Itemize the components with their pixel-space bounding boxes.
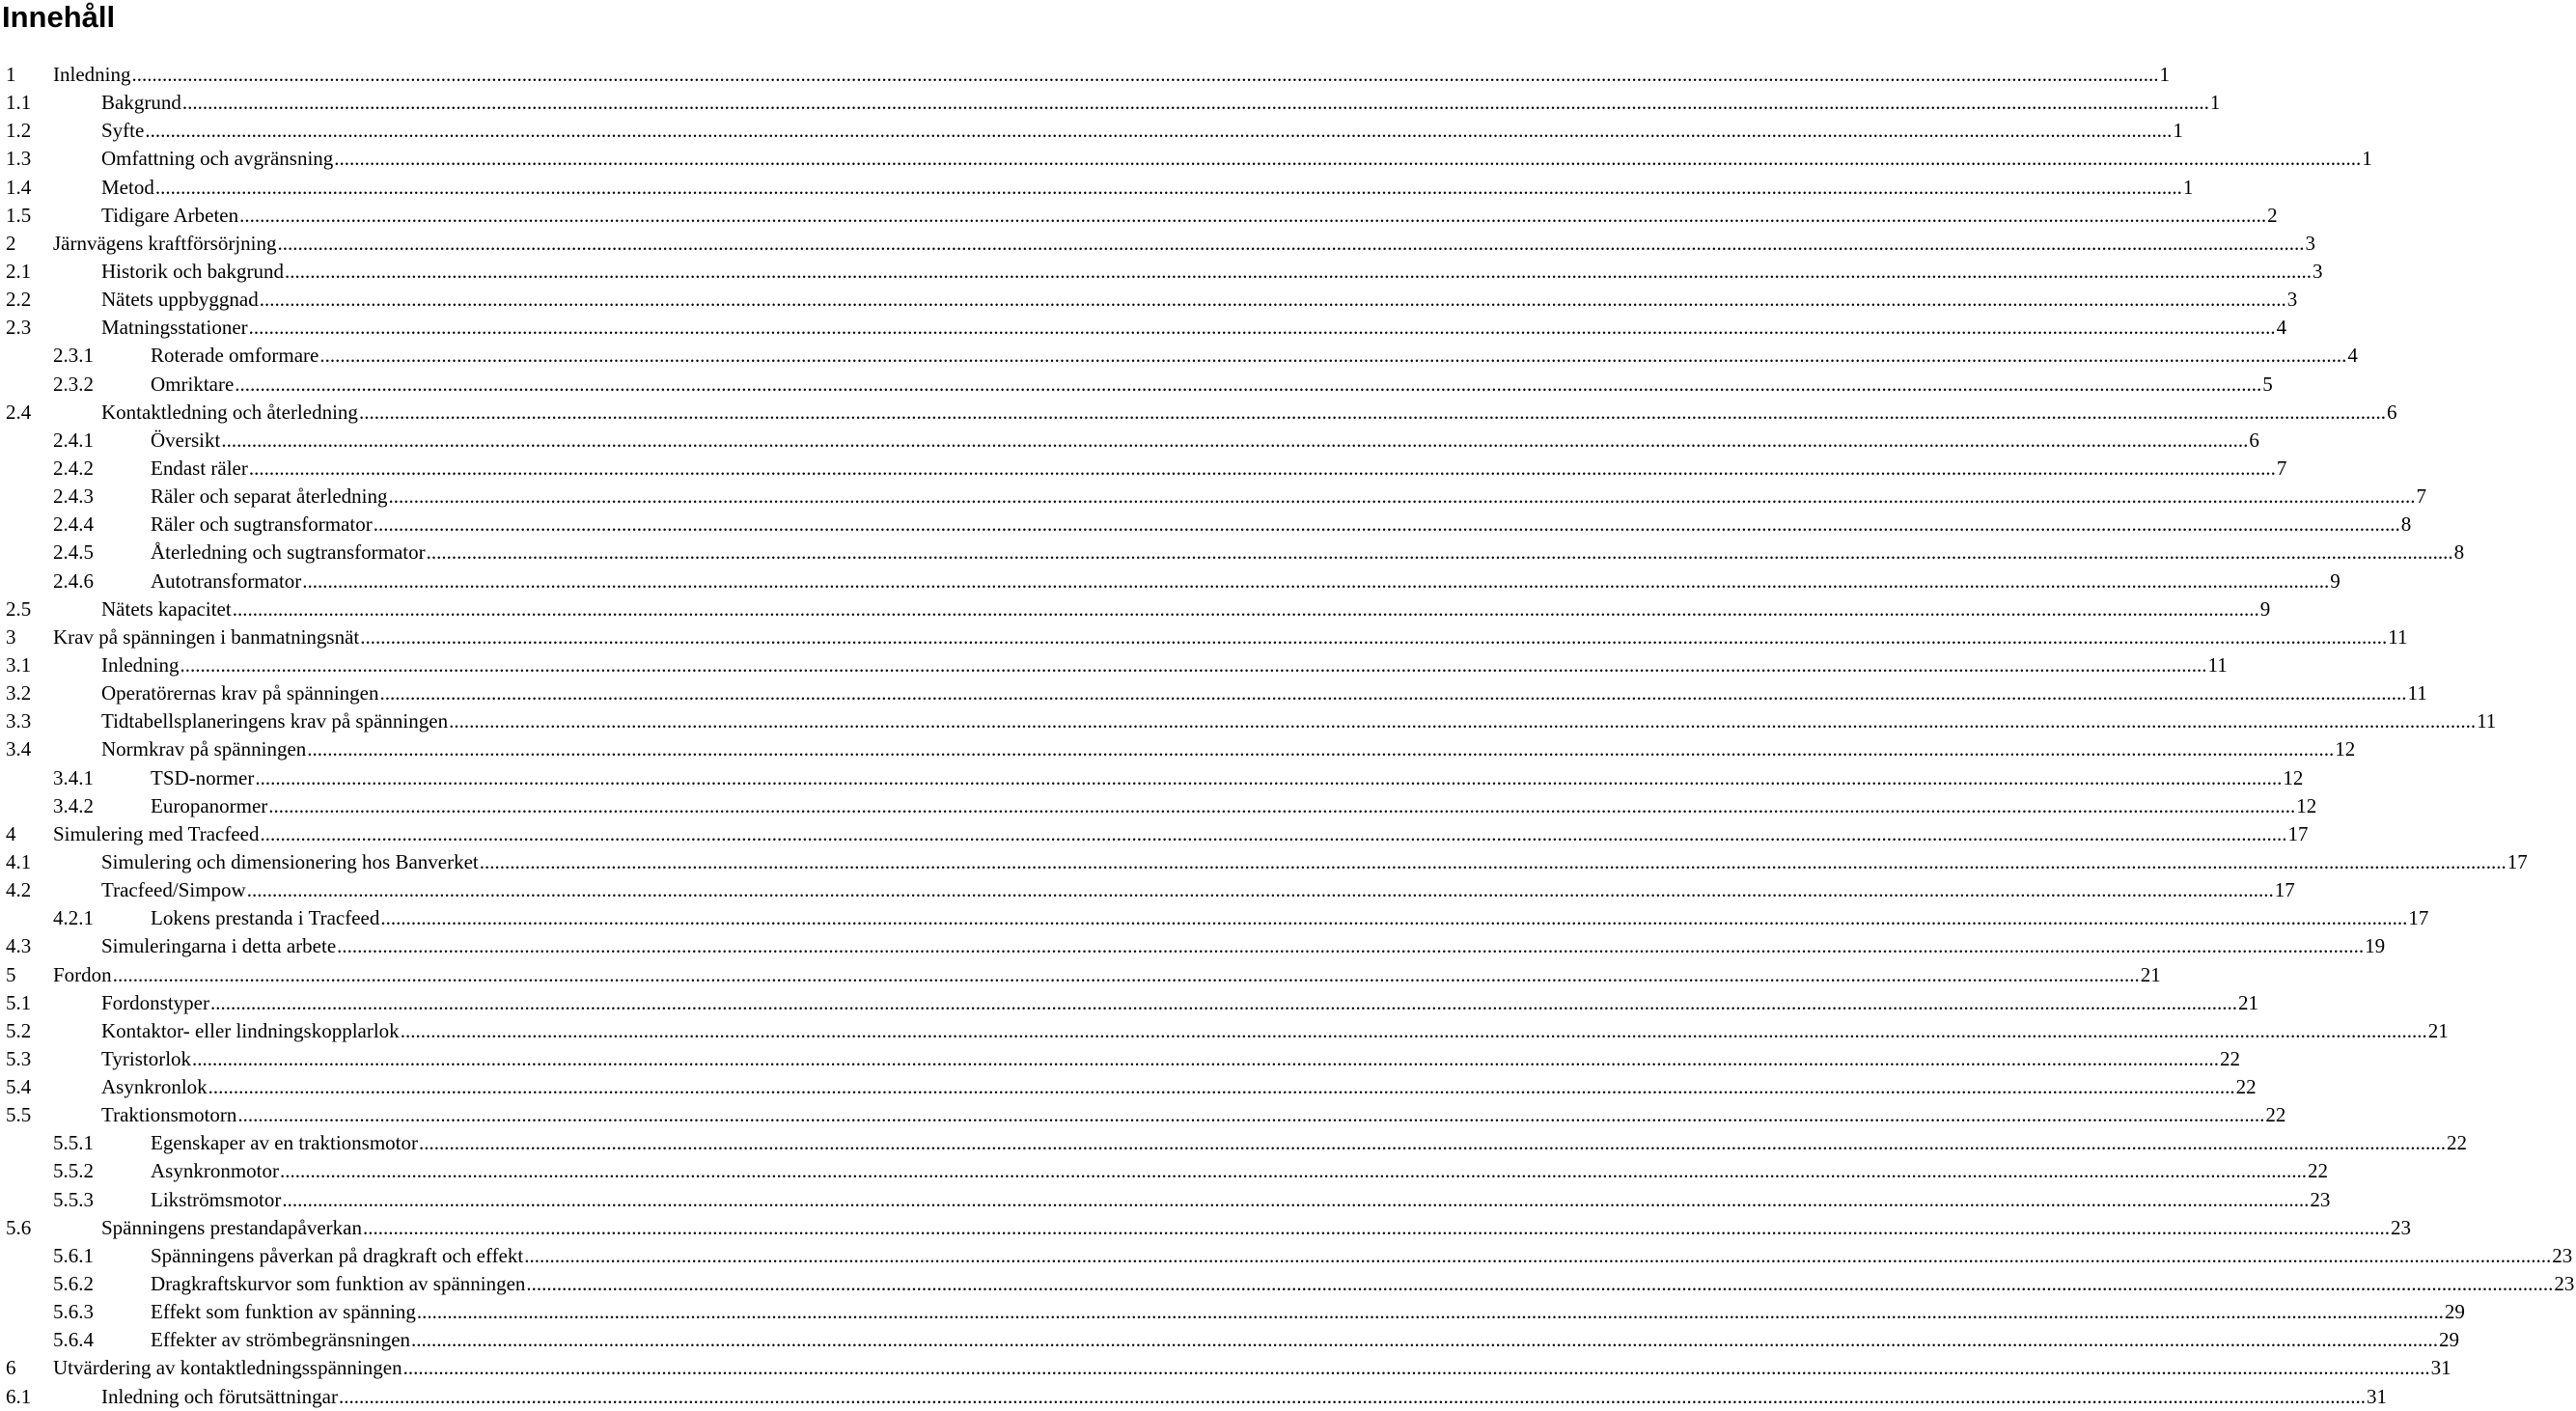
toc-entry-title: Inledning	[53, 63, 131, 86]
toc-entry-title: Simulering med Tracfeed	[53, 821, 260, 845]
toc-entry-title: Metod	[101, 175, 154, 199]
toc-dot-leader: ................................................................................................................................................................................................................................................................................................................................................................................................................	[479, 849, 2507, 873]
toc-entry-page-number: 11	[2388, 624, 2408, 649]
toc-entry-title: Krav på spänningen i banmatningsnät	[53, 624, 360, 649]
toc-dot-leader: ................................................................................................................................................................................................................................................................................................................................................................................................................	[526, 1272, 2554, 1296]
toc-entry-page-number: 23	[2391, 1215, 2411, 1239]
toc-entry-number: 5.6.1	[53, 1243, 94, 1267]
toc-entry[interactable]	[0, 230, 2316, 258]
toc-dot-leader: ................................................................................................................................................................................................................................................................................................................................................................................................................	[145, 119, 2173, 143]
toc-entry[interactable]	[0, 1242, 2573, 1270]
toc-dot-leader: ................................................................................................................................................................................................................................................................................................................................................................................................................	[402, 1356, 2430, 1380]
toc-entry-title: Utvärdering av kontaktledningsspänningen	[53, 1356, 402, 1380]
toc-entry-title: Omfattning och avgränsning	[101, 147, 334, 171]
toc-entry-title: Spänningens påverkan på dragkraft och effekt	[151, 1243, 524, 1267]
toc-entry-page-number: 9	[2259, 596, 2271, 621]
toc-entry-page-number: 29	[2444, 1300, 2465, 1324]
toc-entry-number: 1.4	[6, 175, 32, 199]
toc-entry[interactable]	[0, 567, 2341, 595]
toc-entry[interactable]	[0, 145, 2372, 173]
toc-entry-page-number: 23	[2554, 1272, 2575, 1296]
toc-entry[interactable]	[0, 89, 2221, 117]
toc-entry[interactable]	[0, 258, 2323, 286]
toc-entry-number: 6	[6, 1356, 16, 1380]
toc-entry-page-number: 22	[2308, 1159, 2328, 1183]
toc-entry-number: 4.3	[6, 934, 32, 958]
toc-entry-page-number: 7	[2416, 484, 2426, 509]
toc-entry-number: 2.3.1	[53, 344, 94, 368]
toc-entry-page-number: 3	[2305, 231, 2316, 255]
toc-entry[interactable]	[0, 1326, 2460, 1354]
toc-entry-page-number: 22	[2447, 1131, 2467, 1155]
toc-dot-leader: ................................................................................................................................................................................................................................................................................................................................................................................................................	[302, 568, 2330, 593]
toc-entry[interactable]	[0, 876, 2295, 904]
toc-dot-leader: ................................................................................................................................................................................................................................................................................................................................................................................................................	[131, 63, 2159, 86]
toc-entry-number: 2.4	[6, 400, 32, 424]
toc-dot-leader: ................................................................................................................................................................................................................................................................................................................................................................................................................	[449, 709, 2477, 733]
toc-entry-title: Simulering och dimensionering hos Banverket	[101, 849, 479, 873]
toc-entry[interactable]	[0, 1354, 2451, 1382]
toc-dot-leader: ................................................................................................................................................................................................................................................................................................................................................................................................................	[379, 681, 2407, 706]
toc-entry-number: 5.5.3	[53, 1187, 94, 1211]
toc-entry-title: Effekter av strömbegränsningen	[151, 1328, 411, 1352]
toc-entry-number: 1	[6, 63, 16, 86]
toc-entry[interactable]	[0, 764, 2304, 792]
toc-entry[interactable]	[0, 483, 2426, 511]
toc-entry-page-number: 3	[2312, 259, 2323, 283]
toc-entry-page-number: 21	[2140, 962, 2161, 986]
toc-dot-leader: ................................................................................................................................................................................................................................................................................................................................................................................................................	[337, 934, 2365, 958]
toc-entry-number: 5.5.1	[53, 1131, 94, 1155]
toc-entry-page-number: 8	[2400, 512, 2412, 537]
toc-entry-title: Tracfeed/Simpow	[101, 878, 246, 902]
toc-entry-title: Nätets kapacitet	[101, 596, 232, 621]
toc-entry[interactable]	[0, 427, 2259, 455]
toc-entry-number: 5.5.2	[53, 1159, 94, 1183]
toc-entry-title: Tidtabellsplaneringens krav på spänningen	[101, 709, 449, 733]
toc-entry-page-number: 31	[2430, 1356, 2451, 1380]
toc-dot-leader: ................................................................................................................................................................................................................................................................................................................................................................................................................	[154, 175, 2182, 199]
toc-dot-leader: ................................................................................................................................................................................................................................................................................................................................................................................................................	[259, 288, 2286, 312]
toc-dot-leader: ................................................................................................................................................................................................................................................................................................................................................................................................................	[235, 372, 2262, 396]
toc-entry-title: Lokens prestanda i Tracfeed	[151, 906, 380, 930]
toc-entry[interactable]	[0, 1101, 2286, 1129]
toc-entry-title: TSD-normer	[151, 765, 255, 789]
toc-dot-leader: ................................................................................................................................................................................................................................................................................................................................................................................................................	[232, 596, 2259, 621]
toc-entry-page-number: 9	[2330, 568, 2341, 593]
toc-entry[interactable]	[0, 623, 2408, 651]
toc-entry-title: Fordon	[53, 962, 112, 986]
toc-entry[interactable]	[0, 202, 2278, 230]
toc-entry-number: 5.6	[6, 1215, 32, 1239]
toc-entry-number: 3	[6, 624, 16, 649]
toc-entry-number: 2.4.3	[53, 484, 94, 509]
toc-entry-number: 4.2	[6, 878, 32, 902]
toc-dot-leader: ................................................................................................................................................................................................................................................................................................................................................................................................................	[282, 1187, 2310, 1211]
toc-entry-page-number: 29	[2439, 1328, 2460, 1352]
toc-entry-number: 5.6.2	[53, 1272, 94, 1296]
toc-entry-page-number: 8	[2453, 540, 2465, 565]
toc-entry-page-number: 1	[2173, 119, 2183, 143]
toc-dot-leader: ................................................................................................................................................................................................................................................................................................................................................................................................................	[388, 484, 2416, 509]
toc-entry-number: 5.6.3	[53, 1300, 94, 1324]
toc-entry-title: Endast räler	[151, 456, 248, 480]
toc-entry-title: Tidigare Arbeten	[101, 203, 239, 227]
toc-entry-number: 5.2	[6, 1018, 32, 1042]
toc-entry[interactable]	[0, 1186, 2331, 1214]
toc-entry[interactable]	[0, 848, 2528, 876]
toc-entry-title: Normkrav på spänningen	[101, 737, 307, 761]
toc-entry[interactable]	[0, 1129, 2467, 1157]
toc-entry-number: 2.4.6	[53, 568, 94, 593]
page-title: Innehåll	[2, 0, 116, 34]
toc-entry-page-number: 31	[2366, 1384, 2387, 1408]
toc-dot-leader: ................................................................................................................................................................................................................................................................................................................................................................................................................	[358, 400, 2386, 424]
toc-entry[interactable]	[0, 1270, 2575, 1298]
toc-entry-number: 2.3	[6, 316, 32, 340]
toc-dot-leader: ................................................................................................................................................................................................................................................................................................................................................................................................................	[280, 1159, 2307, 1183]
toc-dot-leader: ................................................................................................................................................................................................................................................................................................................................................................................................................	[181, 91, 2209, 115]
toc-entry-page-number: 23	[2310, 1187, 2331, 1211]
toc-entry-number: 2	[6, 231, 16, 255]
toc-entry-title: Översikt	[151, 428, 221, 452]
toc-entry-page-number: 17	[2507, 849, 2528, 873]
toc-entry-page-number: 22	[2265, 1103, 2286, 1127]
toc-entry-page-number: 4	[2347, 344, 2358, 368]
toc-entry[interactable]	[0, 455, 2287, 483]
toc-entry-title: Fordonstyper	[101, 990, 209, 1014]
toc-entry-page-number: 1	[2209, 91, 2221, 115]
toc-entry-page-number: 19	[2365, 934, 2386, 958]
toc-entry-page-number: 4	[2276, 316, 2287, 340]
toc-entry-number: 5.3	[6, 1046, 32, 1070]
toc-entry-page-number: 6	[2249, 428, 2259, 452]
toc-dot-leader: ................................................................................................................................................................................................................................................................................................................................................................................................................	[416, 1300, 2444, 1324]
toc-dot-leader: ................................................................................................................................................................................................................................................................................................................................................................................................................	[419, 1131, 2446, 1155]
toc-entry-number: 2.4.2	[53, 456, 94, 480]
toc-dot-leader: ................................................................................................................................................................................................................................................................................................................................................................................................................	[180, 652, 2207, 677]
toc-entry-title: Inledning och förutsättningar	[101, 1384, 338, 1408]
toc-entry[interactable]	[0, 61, 2170, 89]
toc-dot-leader: ................................................................................................................................................................................................................................................................................................................................................................................................................	[221, 428, 2249, 452]
toc-entry[interactable]	[0, 961, 2161, 989]
toc-entry-title: Operatörernas krav på spänningen	[101, 681, 379, 706]
toc-entry[interactable]	[0, 1073, 2257, 1101]
toc-entry-title: Roterade omformare	[151, 344, 319, 368]
toc-entry-title: Nätets uppbyggnad	[101, 288, 259, 312]
toc-entry[interactable]	[0, 1017, 2449, 1045]
toc-dot-leader: ................................................................................................................................................................................................................................................................................................................................................................................................................	[524, 1243, 2552, 1267]
toc-entry-title: Kontaktledning och återledning	[101, 400, 358, 424]
toc-entry-title: Simuleringarna i detta arbete	[101, 934, 337, 958]
toc-entry[interactable]	[0, 792, 2317, 820]
toc-entry-title: Räler och separat återledning	[151, 484, 388, 509]
toc-entry-title: Inledning	[101, 652, 180, 677]
toc-entry-page-number: 1	[2159, 63, 2170, 86]
toc-dot-leader: ................................................................................................................................................................................................................................................................................................................................................................................................................	[277, 231, 2305, 255]
toc-entry-title: Bakgrund	[101, 91, 181, 115]
toc-entry-number: 2.3.2	[53, 372, 94, 396]
toc-entry-page-number: 22	[2220, 1046, 2241, 1070]
toc-entry-number: 2.4.4	[53, 512, 94, 537]
toc-entry-page-number: 17	[2287, 821, 2309, 845]
toc-entry-number: 3.4	[6, 737, 32, 761]
toc-dot-leader: ................................................................................................................................................................................................................................................................................................................................................................................................................	[239, 203, 2267, 227]
toc-entry-number: 4	[6, 821, 16, 845]
toc-entry-page-number: 1	[2182, 175, 2194, 199]
toc-entry-title: Traktionsmotorn	[101, 1103, 237, 1127]
toc-entry-title: Asynkronmotor	[151, 1159, 279, 1183]
toc-entry-title: Europanormer	[151, 793, 268, 817]
toc-entry-title: Likströmsmotor	[151, 1187, 282, 1211]
toc-entry-title: Dragkraftskurvor som funktion av spänningen	[151, 1272, 526, 1296]
toc-dot-leader: ................................................................................................................................................................................................................................................................................................................................................................................................................	[400, 1018, 2427, 1042]
toc-entry[interactable]	[0, 707, 2497, 735]
toc-dot-leader: ................................................................................................................................................................................................................................................................................................................................................................................................................	[307, 737, 2335, 761]
toc-entry[interactable]	[0, 399, 2397, 427]
toc-entry-number: 6.1	[6, 1384, 32, 1408]
toc-entry[interactable]	[0, 1157, 2328, 1185]
toc-dot-leader: ................................................................................................................................................................................................................................................................................................................................................................................................................	[380, 906, 2408, 930]
toc-entry-page-number: 12	[2283, 765, 2304, 789]
toc-dot-leader: ................................................................................................................................................................................................................................................................................................................................................................................................................	[334, 147, 2362, 171]
toc-entry-page-number: 1	[2362, 147, 2372, 171]
toc-entry[interactable]	[0, 371, 2273, 399]
toc-dot-leader: ................................................................................................................................................................................................................................................................................................................................................................................................................	[192, 1046, 2220, 1070]
toc-dot-leader: ................................................................................................................................................................................................................................................................................................................................................................................................................	[246, 878, 2274, 902]
toc-entry[interactable]	[0, 314, 2287, 342]
toc-entry-number: 5	[6, 962, 16, 986]
toc-entry-number: 1.3	[6, 147, 32, 171]
toc-entry-page-number: 22	[2235, 1075, 2257, 1099]
toc-entry-number: 2.4.5	[53, 540, 94, 565]
toc-entry-number: 3.4.1	[53, 765, 94, 789]
toc-dot-leader: ................................................................................................................................................................................................................................................................................................................................................................................................................	[319, 344, 2347, 368]
toc-entry-number: 5.5	[6, 1103, 32, 1127]
toc-entry-title: Egenskaper av en traktionsmotor	[151, 1131, 418, 1155]
toc-entry-title: Tyristorlok	[101, 1046, 192, 1070]
toc-entry-page-number: 12	[2296, 793, 2317, 817]
toc-entry-number: 2.4.1	[53, 428, 94, 452]
toc-entry-page-number: 21	[2238, 990, 2258, 1014]
toc-entry[interactable]	[0, 1383, 2387, 1411]
toc-dot-leader: ................................................................................................................................................................................................................................................................................................................................................................................................................	[260, 821, 2287, 845]
toc-entry[interactable]	[0, 904, 2429, 932]
toc-dot-leader: ................................................................................................................................................................................................................................................................................................................................................................................................................	[255, 765, 2283, 789]
toc-entry-page-number: 23	[2552, 1243, 2573, 1267]
toc-entry-title: Återledning och sugtransformator	[151, 540, 426, 565]
toc-dot-leader: ................................................................................................................................................................................................................................................................................................................................................................................................................	[208, 1075, 2235, 1099]
toc-entry-title: Räler och sugtransformator	[151, 512, 373, 537]
toc-entry[interactable]	[0, 679, 2427, 707]
toc-entry[interactable]	[0, 989, 2258, 1017]
toc-entry-page-number: 21	[2427, 1018, 2449, 1042]
toc-dot-leader: ................................................................................................................................................................................................................................................................................................................................................................................................................	[268, 793, 2296, 817]
toc-entry[interactable]	[0, 539, 2465, 567]
toc-entry-number: 2.2	[6, 288, 32, 312]
toc-entry-number: 1.2	[6, 119, 32, 143]
toc-dot-leader: ................................................................................................................................................................................................................................................................................................................................................................................................................	[284, 259, 2312, 283]
toc-entry-page-number: 2	[2267, 203, 2278, 227]
toc-entry-number: 3.3	[6, 709, 32, 733]
toc-entry[interactable]	[0, 1045, 2241, 1073]
toc-dot-leader: ................................................................................................................................................................................................................................................................................................................................................................................................................	[411, 1328, 2439, 1352]
toc-entry-title: Matningsstationer	[101, 316, 248, 340]
toc-entry[interactable]	[0, 932, 2386, 960]
toc-entry-number: 3.4.2	[53, 793, 94, 817]
toc-entry[interactable]	[0, 820, 2309, 848]
toc-entry-title: Autotransformator	[151, 568, 302, 593]
toc-entry-page-number: 11	[2477, 709, 2497, 733]
toc-entry-page-number: 5	[2262, 372, 2273, 396]
toc-entry[interactable]	[0, 342, 2358, 370]
toc-entry-title: Omriktare	[151, 372, 235, 396]
toc-dot-leader: ................................................................................................................................................................................................................................................................................................................................................................................................................	[363, 1215, 2390, 1239]
toc-entry-title: Järnvägens kraftförsörjning	[53, 231, 277, 255]
toc-entry-title: Kontaktor- eller lindningskopplarlok	[101, 1018, 400, 1042]
toc-entry-title: Historik och bakgrund	[101, 259, 284, 283]
toc-entry[interactable]	[0, 286, 2298, 314]
toc-dot-leader: ................................................................................................................................................................................................................................................................................................................................................................................................................	[248, 456, 2276, 480]
toc-entry-page-number: 17	[2274, 878, 2295, 902]
toc-entry[interactable]	[0, 651, 2228, 679]
toc-entry[interactable]	[0, 117, 2183, 145]
toc-entry[interactable]	[0, 735, 2356, 763]
toc-dot-leader: ................................................................................................................................................................................................................................................................................................................................................................................................................	[237, 1103, 2265, 1127]
toc-dot-leader: ................................................................................................................................................................................................................................................................................................................................................................................................................	[210, 990, 2237, 1014]
toc-entry-number: 3.2	[6, 681, 32, 706]
toc-dot-leader: ................................................................................................................................................................................................................................................................................................................................................................................................................	[248, 316, 2276, 340]
toc-entry[interactable]	[0, 511, 2412, 539]
toc-entry-title: Syfte	[101, 119, 145, 143]
toc-entry-page-number: 11	[2407, 681, 2427, 706]
toc-entry-number: 1.5	[6, 203, 32, 227]
toc-dot-leader: ................................................................................................................................................................................................................................................................................................................................................................................................................	[338, 1384, 2366, 1408]
toc-entry-number: 5.4	[6, 1075, 32, 1099]
toc-entry-title: Effekt som funktion av spänning	[151, 1300, 416, 1324]
toc-entry[interactable]	[0, 1214, 2411, 1242]
toc-dot-leader: ................................................................................................................................................................................................................................................................................................................................................................................................................	[112, 962, 2140, 986]
toc-entry-title: Asynkronlok	[101, 1075, 208, 1099]
toc-entry-page-number: 3	[2286, 288, 2298, 312]
toc-dot-leader: ................................................................................................................................................................................................................................................................................................................................................................................................................	[373, 512, 2400, 537]
toc-entry-number: 5.6.4	[53, 1328, 94, 1352]
toc-entry-number: 4.2.1	[53, 906, 94, 930]
toc-entry-number: 2.1	[6, 259, 32, 283]
toc-entry-number: 5.1	[6, 990, 32, 1014]
toc-entry[interactable]	[0, 174, 2194, 202]
toc-entry-page-number: 11	[2207, 652, 2228, 677]
toc-entry-page-number: 12	[2335, 737, 2356, 761]
table-of-contents	[0, 61, 2575, 1411]
toc-entry-number: 1.1	[6, 91, 32, 115]
toc-entry[interactable]	[0, 1298, 2465, 1326]
toc-entry-page-number: 7	[2276, 456, 2287, 480]
toc-entry-page-number: 17	[2408, 906, 2429, 930]
toc-entry-page-number: 6	[2386, 400, 2397, 424]
toc-dot-leader: ................................................................................................................................................................................................................................................................................................................................................................................................................	[360, 624, 2388, 649]
toc-entry[interactable]	[0, 595, 2271, 623]
toc-dot-leader: ................................................................................................................................................................................................................................................................................................................................................................................................................	[426, 540, 2453, 565]
toc-entry-number: 4.1	[6, 849, 32, 873]
toc-entry-number: 2.5	[6, 596, 32, 621]
toc-entry-title: Spänningens prestandapåverkan	[101, 1215, 362, 1239]
toc-entry-number: 3.1	[6, 652, 32, 677]
